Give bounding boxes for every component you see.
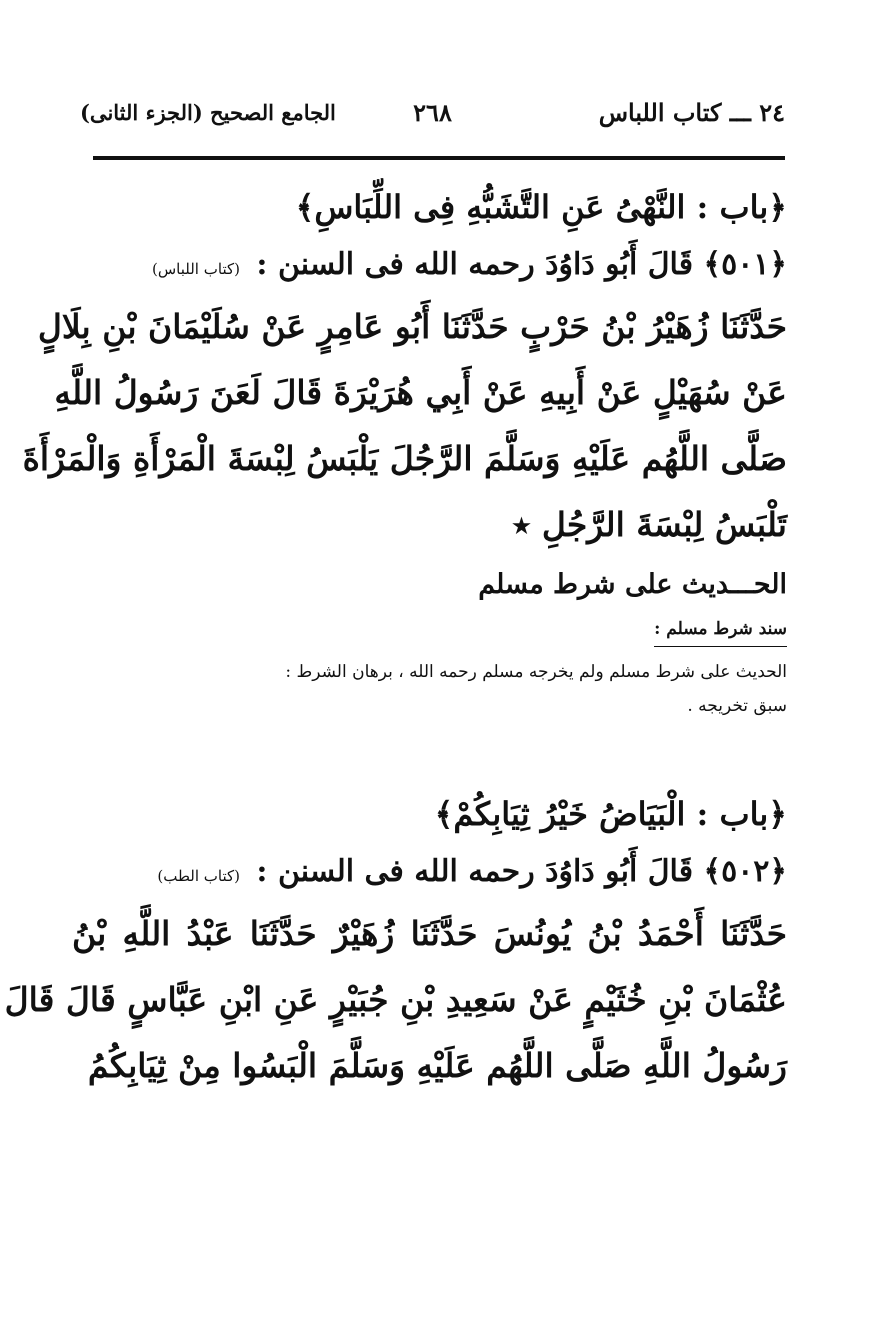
isnad-note-line: سبق تخريجه .: [687, 696, 787, 716]
hadith-text-line: عُثْمَانَ بْنِ خُثَيْمٍ عَنْ سَعِيدِ بْنِ جُبَيْرٍ عَنِ ابْنِ عَبَّاسٍ قَالَ قَالَ: [4, 980, 787, 1019]
hadith-intro: قَالَ أَبُو دَاوُدَ رحمه الله فى السنن :: [256, 854, 694, 889]
chapter-title: ﴿باب : النَّهْىُ عَنِ التَّشَبُّهِ فِى اللِّبَاسِ﴾: [295, 188, 787, 226]
hadith-text-line: صَلَّى اللَّهُم عَلَيْهِ وَسَلَّمَ الرَّجُلَ يَلْبَسُ لِبْسَةَ الْمَرْأَةِ وَالْمَرْأَةَ: [22, 439, 787, 478]
section-501: [22, 178, 787, 723]
running-header: [80, 98, 785, 138]
hadith-text-line: عَنْ سُهَيْلٍ عَنْ أَبِيهِ عَنْ أَبِي هُرَيْرَةَ قَالَ لَعَنَ رَسُولُ اللَّهِ: [54, 373, 787, 412]
hadith-number: ﴿٥٠١﴾: [703, 247, 787, 282]
hadith-source: (كتاب اللباس): [152, 260, 240, 278]
page-body: [4, 178, 787, 1099]
page-number: ٢٦٨: [413, 98, 452, 127]
hadith-heading: [72, 843, 787, 901]
chapter-label: ٢٤ ـــ كتاب اللباس: [598, 98, 785, 127]
hadith-heading: [72, 236, 787, 294]
hadith-text-line: حَدَّثَنَا أَحْمَدُ بْنُ يُونُسَ حَدَّثَنَا زُهَيْرٌ حَدَّثَنَا عَبْدُ اللَّهِ بْنُ: [72, 914, 787, 953]
header-rule: [93, 156, 785, 160]
hadith-text-line: حَدَّثَنَا زُهَيْرُ بْنُ حَرْبٍ حَدَّثَنَا أَبُو عَامِرٍ عَنْ سُلَيْمَانَ بْنِ بِلَالٍ: [37, 307, 787, 346]
isnad-note: [72, 655, 787, 723]
section-spacer: [72, 723, 787, 785]
chapter-title: ﴿باب : الْبَيَاضُ خَيْرُ ثِيَابِكُمْ﴾: [434, 795, 787, 833]
hadith-grading: الحـــديث على شرط مسلم: [478, 569, 787, 600]
isnad-note-line: الحديث على شرط مسلم ولم يخرجه مسلم رحمه الله ، برهان الشرط :: [285, 662, 787, 682]
hadith-source: (كتاب الطب): [157, 867, 240, 885]
isnad-label: سند شرط مسلم :: [654, 614, 787, 647]
hadith-text-line: رَسُولُ اللَّهِ صَلَّى اللَّهُم عَلَيْهِ وَسَلَّمَ الْبَسُوا مِنْ ثِيَابِكُمُ: [87, 1046, 787, 1085]
hadith-intro: قَالَ أَبُو دَاوُدَ رحمه الله فى السنن :: [256, 247, 694, 282]
book-title: الجامع الصحيح (الجزء الثانى): [80, 100, 336, 125]
hadith-text-line: تَلْبَسُ لِبْسَةَ الرَّجُلِ ٭: [512, 505, 787, 544]
section-502: [4, 785, 787, 1099]
hadith-number: ﴿٥٠٢﴾: [703, 854, 787, 889]
